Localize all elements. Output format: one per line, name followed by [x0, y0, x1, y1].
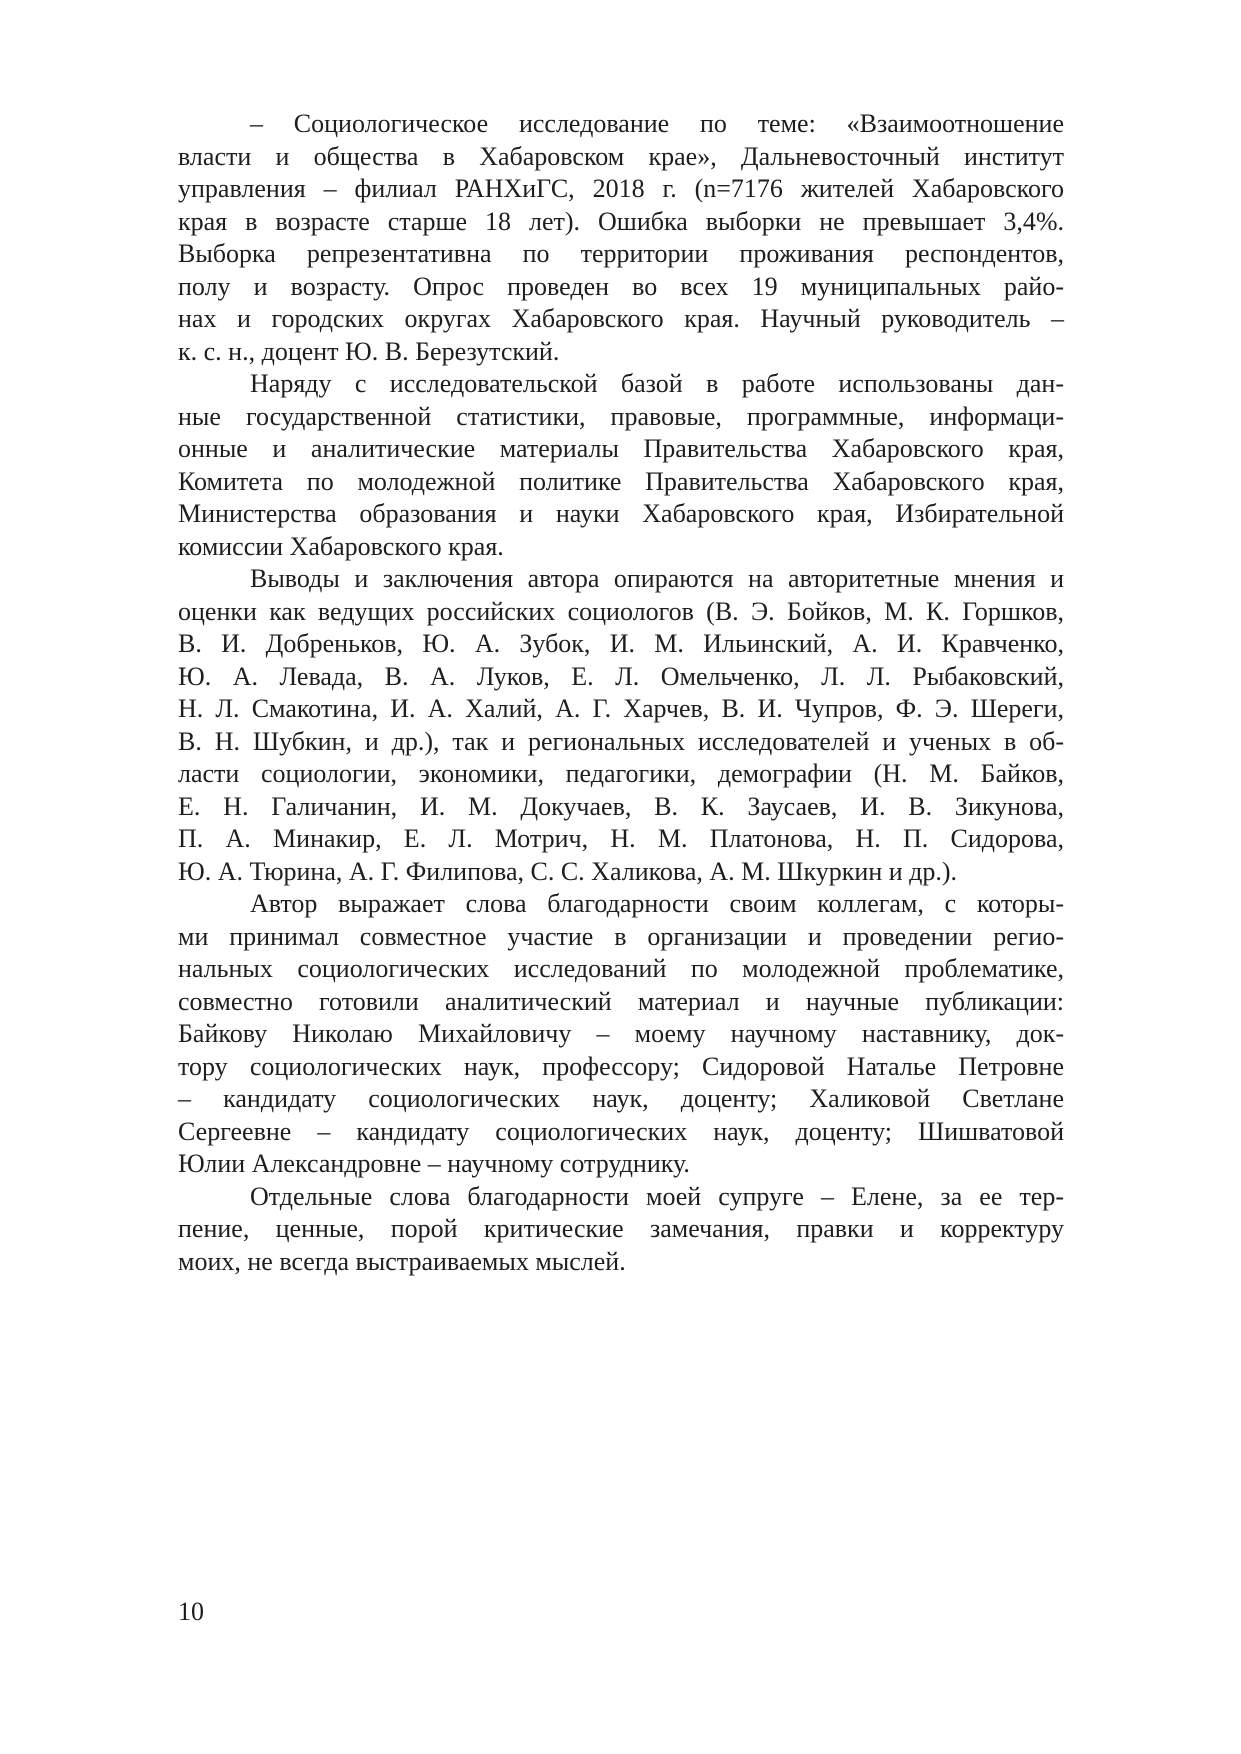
paragraph-sources [178, 368, 1064, 563]
text-line: Министерства образования и науки Хабаровского края, Избирательной [178, 499, 1064, 528]
paragraph-research [178, 108, 1064, 368]
text-line: Выводы и заключения автора опираются на авторитетные мнения и [250, 564, 1064, 593]
text-line: полу и возрасту. Опрос проведен во всех 19 муниципальных райо- [178, 271, 1064, 301]
text-line: Ю. А. Тюрина, А. Г. Филипова, С. С. Халикова, А. М. Шкуркин и др.). [178, 856, 958, 886]
text-line: власти и общества в Хабаровском крае», Дальневосточный институт [178, 141, 1064, 171]
text-line: края в возрасте старше 18 лет). Ошибка выборки не превышает 3,4%. [178, 206, 1064, 236]
text-line: В. Н. Шубкин, и др.), так и региональных исследователей и ученых в об- [178, 726, 1064, 756]
text-line: В. И. Добреньков, Ю. А. Зубок, И. М. Ильинский, А. И. Кравченко, [178, 629, 1064, 658]
text-line: Наряду с исследовательской базой в работе использованы дан- [250, 369, 1064, 398]
text-line: Отдельные слова благодарности моей супруге – Елене, за ее тер- [250, 1181, 1064, 1211]
text-line: Автор выражает слова благодарности своим коллегам, с которы- [250, 889, 1064, 918]
text-line: оценки как ведущих российских социологов (В. Э. Бойков, М. К. Горшков, [178, 596, 1064, 626]
document-body [178, 108, 1064, 1278]
text-line: нах и городских округах Хабаровского края. Научный руководитель – [178, 304, 1064, 333]
text-line: нальных социологических исследований по молодежной проблематике, [178, 954, 1064, 983]
text-line: П. А. Минакир, Е. Л. Мотрич, Н. М. Платонова, Н. П. Сидорова, [178, 824, 1064, 853]
text-line: Комитета по молодежной политике Правительства Хабаровского края, [178, 466, 1064, 496]
paragraph-conclusions [178, 563, 1064, 888]
page-number: 10 [178, 1597, 204, 1626]
text-line: Е. Н. Галичанин, И. М. Докучаев, В. К. Заусаев, И. В. Зикунова, [178, 791, 1064, 821]
text-line: Выборка репрезентативна по территории проживания респондентов, [178, 239, 1064, 268]
paragraph-gratitude-spouse [178, 1181, 1064, 1279]
text-line: – кандидату социологических наук, доценту; Халиковой Светлане [178, 1084, 1064, 1113]
text-line: Ю. А. Левада, В. А. Луков, Е. Л. Омельченко, Л. Л. Рыбаковский, [178, 661, 1064, 691]
text-line: онные и аналитические материалы Правительства Хабаровского края, [178, 434, 1064, 463]
text-line: управления – филиал РАНХиГС, 2018 г. (n=7176 жителей Хабаровского [178, 174, 1064, 203]
text-line: – Социологическое исследование по теме: «Взаимоотношение [250, 109, 1064, 138]
paragraph-gratitude-colleagues [178, 888, 1064, 1181]
text-line: ми принимал совместное участие в организации и проведении регио- [178, 921, 1064, 951]
text-line: тору социологических наук, профессору; Сидоровой Наталье Петровне [178, 1051, 1064, 1081]
text-line: Сергеевне – кандидату социологических наук, доценту; Шишватовой [178, 1116, 1064, 1146]
text-line: Н. Л. Смакотина, И. А. Халий, А. Г. Харчев, В. И. Чупров, Ф. Э. Шереги, [178, 694, 1064, 723]
text-line: ные государственной статистики, правовые, программные, информаци- [178, 401, 1064, 431]
text-line: Юлии Александровне – научному сотруднику. [178, 1149, 690, 1178]
text-line: к. с. н., доцент Ю. В. Березутский. [178, 336, 560, 366]
text-line: комиссии Хабаровского края. [178, 531, 504, 561]
text-line: ласти социологии, экономики, педагогики, демографии (Н. М. Байков, [178, 759, 1064, 788]
text-line: Байкову Николаю Михайловичу – моему научному наставнику, док- [178, 1019, 1064, 1048]
text-line: совместно готовили аналитический материал и научные публикации: [178, 986, 1064, 1016]
text-line: моих, не всегда выстраиваемых мыслей. [178, 1246, 626, 1276]
text-line: пение, ценные, порой критические замечания, правки и корректуру [178, 1214, 1064, 1243]
